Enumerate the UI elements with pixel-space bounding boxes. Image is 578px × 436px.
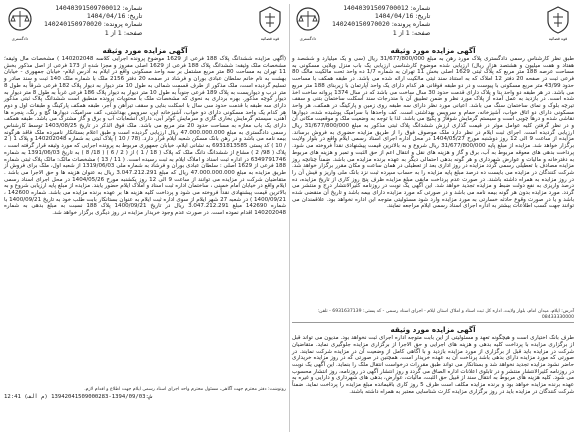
notice-footer: رونوشت: دفتر محترم جهت آگاهی، مسئول محترم واحد اجرای اسناد رسمی ایلام جهت اطلاع و اقدام لازم. [84,387,286,392]
meta-label: صفحه: [411,28,431,37]
meta-label: شماره: [410,4,431,12]
notice-title: آگهی مزایده مورد وثیقه [390,46,476,55]
justice-scale-icon [6,5,34,35]
meta-row [332,29,430,37]
meta-label: تاریخ: [415,12,431,21]
justice-scale-icon [294,5,322,35]
emblem-label: قوه قضائیه [260,36,280,41]
meta-value: 14040391509700012 [343,4,409,12]
right-column [292,2,574,434]
notice-title: آگهی مزایده مورد وثیقه [102,46,188,55]
judiciary-emblem-icon [544,5,572,35]
notice-reference: ش:1394/09/03-13942041509000283 (م الف) 12:41 [4,393,153,400]
left-column [4,2,286,434]
notice-header [4,2,286,46]
meta-row [44,29,142,37]
emblem-label: قوه قضائیه [548,36,568,41]
meta-value: 14040391509700012 [55,4,121,12]
meta-value: 1 از 1 [104,28,122,37]
meta-row [332,4,430,12]
notice-meta [44,4,142,37]
meta-label: شماره: [122,4,143,12]
divider [292,322,574,323]
notice-body: (آگهی مزایده ششدانگ پلاک 188 فرعی از 1629 موضوع پرونده اجرایی کلاسه 140202048 ) مشخصات مال وثیقه؛ مشخصات ملک وثیقه: ششدانگ پلاک 188 فرعی از 1629 اصلی مفروز و مجزا شده از 173 فرعی از اصل مذکور بخش 11 تهران به مساحت 80 متر مربع مشتمل بر سه واحد مسکونی واقع در ایلام به آدرس ایلام- خیابان جمهوری - خیابان بهشت به نام خانم سلطان عبادی بوران و فرشاد در صفحه 20 دفتر 2156 ملک با شماره ملک 140 ثبت و سند صادر و تسلیم گردیده است، ملک مذکور از طرف قسمت شمالی به طول 10 متر دیوار به دیوار پلاک 182 فرعی شرقاً به طول 8 متر درب و دیواریست به پلاک 189 فرعی جنوباً به طول 10 متر دیوار به دیوار پلاک 186 فرعی غرباً به طول 8 متر دیوار به دیوار کوچه مذکور. بهره برداری به نحوی که مشخصات ملک با محتویات پرونده منطبق است ششدانگ پلاک ثبتی مذکور دارای سه طبقه با قدمت حدود سی سال با اسکلت بنایی و سقف تیرآهن و آجر، طبقه همکف پارکینگ و طبقات اول و دوم هر کدام یک واحد مسکونی دارای دو خواب، آشپزخانه اپن، سرویس بهداشتی، کف سرامیک، دیوارها گچ و رنگ، پنجره ها آهنی، سیستم گرمایش بخاری گازی و سرمایش کولر آبی، دارای انشعابات آب و برق و گاز مشترک می باشد. طبقه همکف دارای یک باب مغازه به مساحت حدود 20 متر مربع می باشد. ملک فوق الذکر در تاریخ 1403/08/25 توسط کارشناس رسمی دادگستری به مبلغ 47.000.000.000 ریال ارزیابی گردیده است و طبق اعلام بستانکار نامبرده ملک فاقد هرگونه بیمه نامه می باشد و در رهن بانک مسکن شعبه ایلام قرار دارد. (78 / 10 ) پلاک ثبتی به شماره 140202048 و پلاک 1 ( 2 / 10 ) کد پستی 6931813585 به نشانی ایلام، خیابان جمهوری مربوط به پرونده اجرایی که مورد وثیقه قرار گرفته است ، پلاک ( 98/ 2 ) مشاع از ششدانگ دانگ ملک که پلاک ( 18 / 1 ) از ( 2 / 6 ) ( 18/ 8 ) به تاریخ 1391/06/03 به شماره 6349791746 در اداره ثبت اسناد و املاک ایلام به ثبت رسیده است. ( 11 / 13 ) مشخصات مالک: مالک پلاک ثبتی شماره 188 فرعی از 1629 اصلی : سلطان عبادی بوران و فرشاد به شماره ملی 1319/06/03 از شعبه اول، ملک برای فروش از طریق مزایده به مبلغ 47.000.000.000 ریال که مبلغ 3.047.212.291 ریال به عنوان هزینه ها و حق الاجرا می باشد . متقاضیان شرکت در مزایده می توانند از ساعت 9 الی 12 روز یکشنبه مورخ 1404/05/26 در محل اجرای اسناد رسمی ایلام واقع در خیابان امام خمینی ، ساختمان اداره ثبت اسناد و املاک ایلام حضور یابند. مزایده از مبلغ پایه ارزیابی شروع و به بالاترین قیمت پیشنهادی نقداً فروخته می شود و پرداخت کلیه هزینه ها بر عهده برنده مزایده می باشد. شماره 142600 ، 1400/09/21 ) در شعبه 27 شهر ایلام از سوی اداره ثبت ایلام به عنوان بستانکار بابت طلب خود به تاریخ 1400/09/21 با شماره 142690 مبلغ 3.047.212.291 ریال در تاریخ 1400/09/21 پلاک 188 نسبت به مبلغ بدهی به شماره 140202048 اقدام نموده است. در صورت عدم وجود خریدار مزایده در روز دیگری برگزار خواهد شد. [2,56,287,217]
meta-row [44,20,142,28]
meta-label: تاریخ: [127,12,143,21]
meta-row [332,12,430,20]
meta-row [332,20,430,28]
meta-value: 140240150970020 [44,20,102,29]
meta-value: 1404/04/16 [86,12,126,21]
meta-value: 1 از 1 [392,28,410,37]
meta-label: شماره پرونده: [391,20,431,29]
notice-body: طرف بانک اختیاری است و هیچگونه تعهد و مسئولیتی از این بابت متوجه اداره اجرای ثبت نخواهد بود. مدیون می تواند قبل از برگزاری مزایده با پرداخت کلیه بدهی و هزینه های اجرایی و حق الاجرا از برگزاری مزایده جلوگیری نماید. متقاضیان شرکت در مزایده باید قبل از برگزاری از مورد مزایده بازدید و با آگاهی کامل از وضعیت آن در مزایده شرکت نمایند. در صورتی که مورد مزایده دارای بدهی باشد پرداخت آن به عهده خریدار است. همچنین در صورتی که در روز مزایده خریداری حاضر نشود مزایده تجدید نخواهد شد و بستانکار می تواند طبق مقررات درخواست انتقال ملک را بنماید. این آگهی یک نوبت در روزنامه کثیرالانتشار منتشر و در تابلوی اعلانات اداره الصاق می گردد و روز انتشار آگهی در روزنامه، روز انتشار محسوب می شود. کلیه هزینه های مربوط به انتقال سند از قبیل حق الثبت، مالیات، عوارض، بدهی های شهرداری و دارایی و غیره به عهده برنده مزایده خواهد بود و برنده مزایده مکلف است ظرف 5 روز کاری باقیمانده مبلغ مزایده را پرداخت نماید. ضمناً شرکت کنندگان در مزایده باید در روز برگزاری مزایده کارت شناسایی معتبر به همراه داشته باشند. [290,335,575,395]
notice-title: آگهی مزایده مورد وثیقه [390,325,476,335]
meta-row [44,12,142,20]
notice-header [292,2,574,46]
meta-label: شماره پرونده: [103,20,143,29]
column-divider [289,4,290,432]
judiciary-emblem-icon [256,5,284,35]
emblem-label: دادگستری [11,36,29,41]
notice-footer: آدرس: ایلام، میدان امام، بلوار ولایت، اداره کل ثبت اسناد و املاک استان ایلام - اجرای اسناد رسمی - کد پستی: 6931637139 - تلفن: 08433330000 [317,309,574,320]
notice-meta [332,4,430,37]
meta-label: صفحه: [123,28,143,37]
emblem-label: دادگستری [299,36,317,41]
meta-row [44,4,142,12]
notice-body: طبق نظر کارشناس رسمی دادگستری پلاک مورد رهن به مبلغ 31/677/800/000 ریال (سی و یک میلیارد و ششصد و هفتاد و هفت میلیون و هشتصد هزار ریال) ارزیابی شده موضوع کارشناسی ارزیابی یک باب منزل ویلایی مسکونی به مساحت عرصه 188 متر مربع که پلاک ثبتی 1629 اصلی بخش 11 تهران به شماره 1/7 ده واحد تحت مالکیت مالک 80 فرعی ثبت در صفحه 20 دفتر 12 املاک که به استناد سند ثبتی مالکیت ارائه شده می باشد. در طبقه همکف با مساحت حدود 43/99 متر مربع مسکونی با پیوست و در دو طبقه فوقانی هر کدام دارای یک واحد آپارتمان با زیربنای 188 متر مربع می باشد. در هر طبقه دو واحد بنا و پلاک دارای قدمت حدود 30 سال ساخت می باشد که در سال 1374 پروانه ساخت اخذ شده است. در بازدید به عمل آمده از پلاک مورد نظر و ضمن تطبیق آن با مندرجات سند اسکلت ساختمان بتنی و سقف تیرچه بلوک و نمای ساختمان سنگ می باشد. اعیانی مورد نظر دارای سه طبقه روی زمین و پارکینگ در همکف، هر واحد مسکونی دارای دو اتاق خواب، آشپزخانه، حمام و سرویس بهداشتی است. کف واحدها با سرامیک پوشیده شده، دیوارها نقاشی شده و درها چوبی است و سیستم گرمایش شوفاژ و پکیج می باشد. لذا با توجه به وضعیت ملک و موقعیت مکانی آن و در نظر گرفتن کلیه عوامل موثر در قیمت گذاری ارزش ششدانگ پلاک ثبتی مذکور به مبلغ 31/677/800/000 ریال ارزیابی گردیده است. اجرای ثبت ایلام در نظر دارد ملک موصوف فوق را از طریق مزایده حضوری به فروش برساند. مزایده از ساعت 9 الی 12 روز دوشنبه مورخ 1404/05/27 در محل اداره اجرای اسناد رسمی ایلام واقع در بلوار ولایت برگزار خواهد شد. مزایده از مبلغ پایه 31/677/800/000 ریال شروع و به بالاترین قیمت پیشنهادی نقداً فروخته می شود. پرداخت بدهی های معوقه مربوط به آب، برق و گاز و هزینه های نقل و انتقال اعم از حق الثبت و تمبر و هزینه های مربوط به دفترخانه و مالیات و عوارض شهرداری و هر گونه بدهی احتمالی دیگر به عهده برنده مزایده می باشد. ضمناً چنانچه روز مزایده مصادف با تعطیلی رسمی گردد مزایده در روز اداری بعد از تعطیلی در همان ساعت و مکان مقرر برگزار خواهد شد. شرکت کنندگان در مزایده می بایست ده درصد مبلغ پایه مزایده را به حساب سپرده ثبت نزد بانک ملی واریز و فیش آن را در روز مزایده به همراه داشته باشند. در صورت عدم پرداخت مابقی مبلغ مزایده ظرف پنج روز کاری از تاریخ مزایده، ده درصد واریزی به نفع دولت ضبط و مزایده تجدید خواهد شد. این آگهی یک نوبت در روزنامه کثیرالانتشار درج و منتشر می گردد. مورد مزایده بدون هر گونه بیمه نامه می باشد و در صورتی که مورد مزایده دارای بیمه باشد و تاریخ آن منقضی شده باشد و یا در صورت وقوع حادثه خسارتی به مورد مزایده وارد شود مسئولیتی متوجه این اداره نخواهد بود. علاقمندان می توانند جهت کسب اطلاعات بیشتر به اداره اجرای اسناد رسمی ایلام مراجعه نمایند. [290,56,574,210]
meta-value: 1404/04/16 [374,12,414,21]
meta-value: 140240150970020 [332,20,390,29]
